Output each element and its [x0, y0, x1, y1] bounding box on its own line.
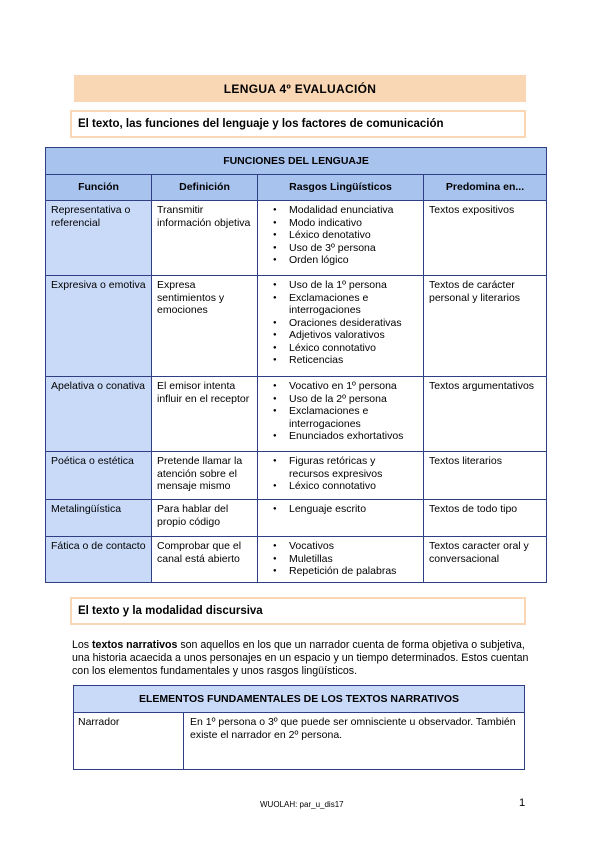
table-row: [46, 276, 547, 377]
table-row: [46, 500, 547, 537]
predominates-in: Textos caracter oral y conversacional: [424, 537, 547, 583]
predominates-in: Textos de carácter personal y literarios: [424, 276, 547, 377]
function-definition: Para hablar del propio código: [152, 500, 258, 537]
function-definition: El emisor intenta influir en el receptor: [152, 377, 258, 452]
list-item: ● Modalidad enunciativa: [289, 204, 418, 217]
table-row: [46, 452, 547, 500]
list-item: ● Lenguaje escrito: [289, 503, 418, 516]
function-name: Fática o de contacto: [46, 537, 152, 583]
list-item: ● Léxico denotativo: [289, 229, 418, 242]
column-header: Definición: [152, 175, 258, 201]
list-item: ● Oraciones desiderativas: [289, 317, 418, 330]
linguistic-features: [258, 500, 424, 537]
linguistic-features: [258, 201, 424, 276]
functions-table-caption: FUNCIONES DEL LENGUAJE: [46, 148, 547, 175]
column-header: Predomina en...: [424, 175, 547, 201]
table-row: [46, 537, 547, 583]
paragraph-prefix: Los: [72, 639, 93, 651]
function-definition: Pretende llamar la atención sobre el mensaje mismo: [152, 452, 258, 500]
list-item: ● Enunciados exhortativos: [289, 430, 418, 443]
list-item: ● Orden lógico: [289, 254, 418, 267]
function-definition: Transmitir información objetiva: [152, 201, 258, 276]
list-item: ● Vocativos: [289, 540, 418, 553]
function-name: Representativa o referencial: [46, 201, 152, 276]
function-name: Apelativa o conativa: [46, 377, 152, 452]
table-row: [46, 201, 547, 276]
list-item: ● Exclamaciones e interrogaciones: [289, 405, 418, 430]
function-name: Expresiva o emotiva: [46, 276, 152, 377]
predominates-in: Textos de todo tipo: [424, 500, 547, 537]
function-name: Metalingüística: [46, 500, 152, 537]
list-item: ● Muletillas: [289, 553, 418, 566]
linguistic-features: [258, 537, 424, 583]
paragraph-bold-term: textos narrativos: [92, 639, 178, 651]
list-item: ● Figuras retóricas y recursos expresivos: [289, 455, 418, 480]
footer-watermark: WUOLAH: par_u_dis17: [260, 800, 344, 809]
linguistic-features: [258, 276, 424, 377]
list-item: ● Léxico connotativo: [289, 342, 418, 355]
element-description: En 1º persona o 3º que puede ser omnisciente u observador. También existe el narrador en 2º persona.: [184, 713, 525, 770]
narrative-elements-table: [73, 685, 525, 770]
list-item: ● Modo indicativo: [289, 217, 418, 230]
function-definition: Comprobar que el canal está abierto: [152, 537, 258, 583]
page-number: 1: [519, 797, 526, 809]
column-header: Rasgos Lingüísticos: [258, 175, 424, 201]
list-item: ● Repetición de palabras: [289, 565, 418, 578]
column-header: Función: [46, 175, 152, 201]
list-item: ● Adjetivos valorativos: [289, 329, 418, 342]
section-heading-functions: El texto, las funciones del lenguaje y los factores de comunicación: [70, 110, 526, 138]
list-item: ● Uso de la 2º persona: [289, 393, 418, 406]
document-title: LENGUA 4º EVALUACIÓN: [74, 75, 526, 102]
linguistic-features: [258, 377, 424, 452]
element-name: Narrador: [74, 713, 184, 770]
list-item: ● Vocativo en 1º persona: [289, 380, 418, 393]
predominates-in: Textos argumentativos: [424, 377, 547, 452]
table-row: [74, 713, 525, 770]
section-heading-discourse: El texto y la modalidad discursiva: [70, 597, 526, 625]
function-name: Poética o estética: [46, 452, 152, 500]
narrative-table-caption: ELEMENTOS FUNDAMENTALES DE LOS TEXTOS NARRATIVOS: [74, 686, 525, 713]
list-item: ● Uso de la 1º persona: [289, 279, 418, 292]
table-row: [46, 377, 547, 452]
list-item: ● Reticencias: [289, 354, 418, 367]
predominates-in: Textos expositivos: [424, 201, 547, 276]
list-item: ● Uso de 3º persona: [289, 242, 418, 255]
narrative-paragraph: [72, 639, 532, 678]
predominates-in: Textos literarios: [424, 452, 547, 500]
functions-table: [45, 147, 547, 583]
function-definition: Expresa sentimientos y emociones: [152, 276, 258, 377]
linguistic-features: [258, 452, 424, 500]
list-item: ● Léxico connotativo: [289, 480, 418, 493]
paragraph-text: son aquellos en los que un narrador cuenta de forma objetiva o subjetiva, una historia acaecida a unos personajes en un espacio y un tiempo determinados. Estos cuentan con los elementos fundamentales y unos rasgos lingüísticos.: [72, 639, 529, 677]
list-item: ● Exclamaciones e interrogaciones: [289, 292, 418, 317]
